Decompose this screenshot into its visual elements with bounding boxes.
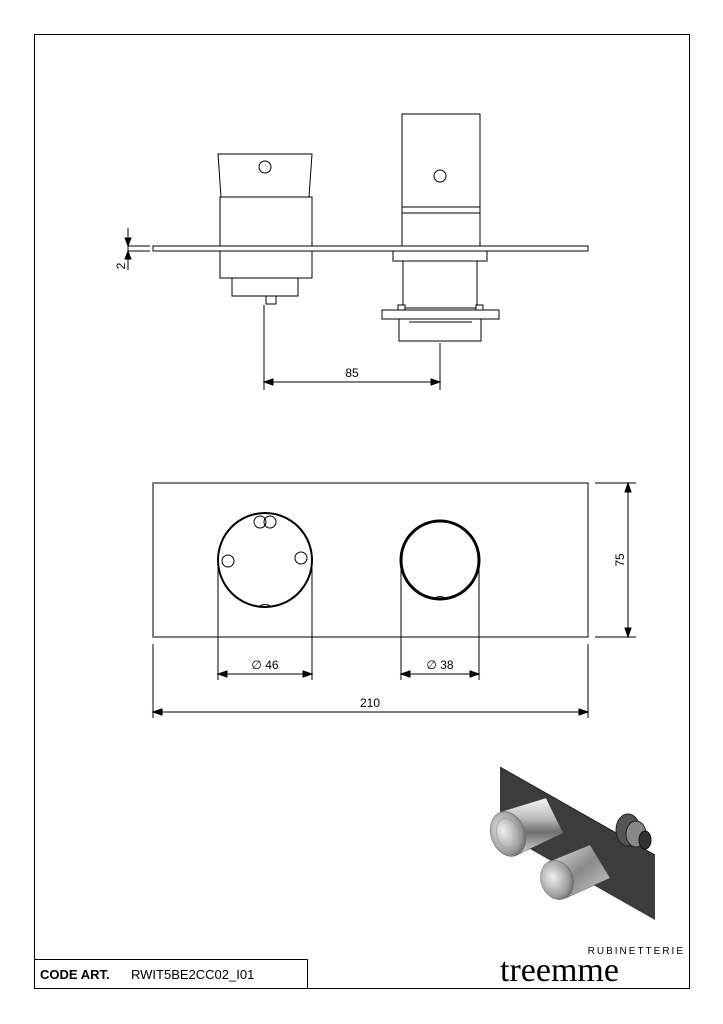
dim-diameter-left-label: ∅ 46 <box>251 658 279 672</box>
front-view <box>153 483 636 718</box>
brand-logo: treemme <box>500 952 619 989</box>
code-art-value: RWIT5BE2CC02_I01 <box>131 967 255 982</box>
product-render <box>484 767 655 920</box>
dim-thickness-lines <box>125 228 150 270</box>
brand-subtitle: RUBINETTERIE <box>587 946 685 957</box>
dim-diameter-right-label: ∅ 38 <box>426 658 454 672</box>
render-back-fitting <box>616 814 651 849</box>
dim-width-label: 210 <box>359 696 381 710</box>
side-plate <box>153 246 588 251</box>
code-art-label: CODE ART. <box>40 967 110 982</box>
dim-height-label: 75 <box>613 553 627 567</box>
side-right-handle <box>382 114 499 341</box>
dim-offset-label: 85 <box>345 366 359 380</box>
dim-thickness-label: 2 <box>114 262 128 270</box>
side-view <box>125 114 588 390</box>
side-left-handle <box>218 154 312 304</box>
